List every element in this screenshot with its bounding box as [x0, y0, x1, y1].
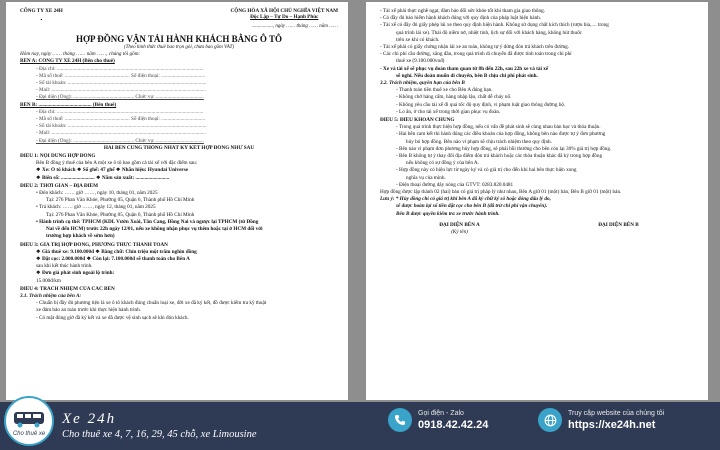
doc-line: 15.000đ/km [36, 277, 61, 284]
article-heading: ĐIỀU 2: THỜI GIAN – ĐỊA ĐIỂM [20, 182, 99, 189]
doc-line: nghĩa vụ của mình. [406, 174, 446, 181]
website-label: Truy cập website của chúng tôi [568, 409, 665, 417]
website-link[interactable]: https://xe24h.net [568, 418, 656, 431]
vehicle-spec-line: ❖ Biển số: .......................... ❖ Năm sản xuất: .......................... [36, 174, 170, 181]
company-name: CÔNG TY XE 24H [20, 8, 63, 14]
doc-line: sau khi kết thúc hành trình. [36, 263, 93, 270]
brand-name: Xe 24h [62, 411, 117, 427]
note-line: Bên B được quyền kiểm tra xe trước hành trình. [396, 210, 500, 217]
itinerary-line: trường hợp khách về sớm hơn) [46, 233, 115, 240]
party-b-heading: BÊN B: ......................................... (Bên thuê) [20, 101, 117, 108]
contract-page-1 [6, 2, 348, 400]
brand-tagline: Cho thuê xe 4, 7, 16, 29, 45 chỗ, xe Limousine [62, 429, 257, 440]
doc-line: - Không chở hàng cấm, hàng nhập lậu, chất dễ cháy nổ. [396, 94, 512, 101]
phone-label: Gọi điện - Zalo [418, 409, 464, 417]
doc-line: nếu không có sự đồng ý của bên A. [406, 160, 479, 167]
doc-line: - Thanh toán tiền thuê xe cho Bên A đúng hạn. [396, 87, 493, 94]
service-hours-line: sẽ nghỉ. Nếu đoàn muốn di chuyển, bên B chịu chi phí phát sinh. [396, 72, 538, 79]
doc-line: - Có mặt đúng giờ đã ký kết và xe đã được vệ sinh sạch sẽ khi đón khách. [36, 314, 189, 321]
service-hours-line: - Xe và tài xế sẽ phục vụ đoàn tham quan từ 8h đến 22h, sau 22h xe và tài xế [380, 65, 549, 72]
price-line: ❖ Đơn giá phát sinh ngoài lộ trình: [36, 270, 115, 277]
doc-line: - Có đầy đủ báo hiểm hành khách đúng với quy định của pháp luật hiện hành. [380, 15, 542, 22]
hotline-line: - Điện thoại đường dây nóng của GTVT: 0283.820.0481 [396, 181, 514, 188]
note-line: sẽ được hoàn lại số tiền đặt cọc cho bên B (đã trừ chi phí vận chuyển). [396, 203, 548, 210]
page-header [20, 8, 338, 21]
brand-logo[interactable] [4, 396, 54, 446]
phone-contact[interactable] [388, 408, 488, 432]
article-heading: ĐIỀU 4: TRÁCH NHIỆM CỦA CÁC BÊN [20, 285, 115, 292]
itinerary-line: Nai về đến HCM) trước 22h ngày 12/01, nếu xe không nhận phục vụ thêm hoặc tại ở HCM đối với [46, 226, 263, 233]
republic-heading: CỘNG HÒA XÃ HỘI CHỦ NGHĨA VIỆT NAM [230, 8, 338, 14]
price-line: ❖ Đặt cọc: 2.000.000đ ❖ Còn lại: 7.100.000đ sẽ thanh toán cho Bên A [36, 255, 190, 262]
doc-line: hủy bỏ hợp đồng. Bên nào vi phạm sẽ chịu trách nhiệm theo quy định. [406, 138, 552, 145]
party-a-heading: BÊN A: CÔNG TY XE 24H (Bên cho thuê) [20, 58, 115, 65]
doc-line: - Số tài khoản: ........................................................................................................... [36, 123, 207, 130]
doc-line: Hôm nay, ngày …… tháng …… năm ……, chúng tôi gồm: [20, 51, 141, 58]
note-line: Lưu ý: * Hủy đồng chỉ có giá trị khi bên A đã ký chữ ký số hoặc đóng dấu lý do, [380, 196, 551, 203]
phone-number[interactable]: 0918.42.42.24 [418, 418, 489, 431]
doc-line: - Bên B không tự ý thay đổi địa điểm đón trả khách hoặc các thỏa thuận khác đã ký trong hợp đồng [396, 153, 603, 160]
doc-line: Tại: 276 Phan Văn Khỏe, Phường 05, Quận 6, Thành phố Hồ Chí Minh [46, 211, 195, 218]
doc-line: - Mail: ....................................................................................................................... [36, 130, 206, 137]
phone-icon [388, 408, 412, 432]
doc-line: - Tài xế phải có giấy chứng nhận lái xe an toàn, không tự ý dừng đón trả khách trên đường. [380, 44, 570, 51]
price-line: ❖ Giá thuê xe: 9.100.000đ ❖ Bằng chữ: Chín triệu một trăm nghìn đồng [36, 248, 197, 255]
doc-line: trên xe khi có khách. [396, 36, 440, 43]
sign-party-b: ĐẠI DIỆN BÊN B [598, 221, 639, 228]
contract-subtitle: (Theo hình thức thuê bao trọn gói, chưa bao gồm VAT) [123, 45, 235, 51]
article-heading: ĐIỀU 3: GIÁ TRỊ HỢP ĐỒNG, PHƯƠNG THỨC THANH TOÁN [20, 241, 168, 248]
doc-line: - Tài xế phải thực nghề ngạt, đảm bảo đổi sức khỏe tốt khi tham gia giao thông. [380, 8, 546, 14]
doc-line: - Không yêu cầu tài xế đi quá tốc độ quy định, vi phạm luật giao thông đường bộ. [396, 101, 566, 108]
doc-line: - Các chi phí cầu đường, xăng dầu, trong quá trình di chuyển đã được tính toán trong chi phí [380, 51, 572, 58]
contract-page-2 [366, 2, 708, 400]
logo-text: Cho thuê xe [12, 431, 46, 437]
doc-line: • Trả khách: …… giờ ……, ngày 12, tháng 01, năm 2025 [36, 204, 156, 211]
date-line: ................., ngày …… tháng …… năm …… [251, 23, 338, 29]
article-heading: ĐIỀU 1: NỘI DUNG HỢP ĐỒNG [20, 153, 96, 160]
doc-line: - Địa chỉ: ................................................................................................................. [36, 65, 204, 72]
itinerary-line: • Hành trình cụ thể: TPHCM (KDL Vườn Xoài, Tân Cang, Đồng Nai và ngược lại TPHCM (từ Đồng [36, 218, 259, 225]
article-heading: ĐIỀU 5: ĐIỀU KHOẢN CHUNG [380, 117, 455, 124]
doc-line: - Tài xế có đầy đủ giấy phép lái xe theo quy định hiện hành. Không sử dụng chất kích thích (rượu bia,.... trong [380, 22, 609, 29]
agreement-heading: HAI BÊN CÙNG THỐNG NHẤT KÝ KẾT HỢP ĐỒNG NHƯ SAU [103, 144, 255, 151]
doc-line: - Đại diện (Ông): ............................................... Chức vụ: ..................................... [36, 137, 204, 144]
doc-line: - Trong quá trình thực hiện hợp đồng, nếu có vấn đề phát sinh sẽ cùng nhau bàn bạc và thỏa thuận. [396, 124, 601, 131]
vehicle-spec-line: ❖ Xe: Ô tô khách ❖ Số ghế: 47 ghế ❖ Nhãn hiệu: Hyundai Universe [36, 167, 189, 174]
doc-line: Hợp đồng được lập thành 02 (hai) bản có giá trị pháp lý như nhau, Bên A giữ 01 (một) bản, Bên B giữ 01 (một) bản. [380, 189, 622, 196]
doc-line: Bên B đồng ý thuê của bên A một xe ô tô bao gồm cả tài xế với đặc điểm sau: [36, 160, 198, 167]
doc-line: - Mail: ....................................................................................................................... [36, 87, 206, 94]
doc-line: - Số tài khoản: ........................................................................................................... [36, 80, 207, 87]
sign-party-a: ĐẠI DIỆN BÊN A [439, 221, 480, 228]
doc-line: • Đón khách: …… giờ ……, ngày 10, tháng 01, năm 2025 [36, 190, 158, 197]
doc-line: - Địa chỉ: ................................................................................................................. [36, 108, 204, 115]
sub-heading: 3.1. Trách nhiệm của bên A: [20, 292, 82, 299]
doc-line: - Bên nào vi phạm đơn phương hủy hợp đồng, sẽ phải bồi thường cho bên còn lại 30% giá trị hợp đồng. [396, 145, 612, 152]
doc-line: quá trình lái xe). Thái độ niềm nở, nhiệt tình, lịch sự đối với khách hàng, không hút thuốc [396, 29, 582, 36]
sub-heading: 3.2. Trách nhiệm, quyền hạn của bên B [380, 80, 465, 87]
contract-title: HỢP ĐỒNG VẬN TẢI HÀNH KHÁCH BẰNG Ô TÔ [75, 34, 283, 45]
signature-block [380, 222, 698, 236]
doc-line: - Hợp đồng này có hiệu lực từ ngày ký và có giá trị cho đến khi hai bên thực hiện xong [396, 167, 577, 174]
doc-line: - Lo ăn, ở cho tài xế trong thời gian phục vụ đoàn. [396, 108, 501, 115]
sign-party-a-note: (Ký tên) [451, 229, 468, 236]
bus-logo-icon [6, 398, 52, 444]
doc-line: - Đại diện (Ông): ............................................... Chức vụ: ..................................... [36, 94, 204, 101]
globe-icon [538, 408, 562, 432]
doc-line: - Mã số thuế: .................................................. Số điện thoại: .................................. [36, 116, 206, 123]
doc-line: - Mã số thuế: .................................................. Số điện thoại: .................................. [36, 72, 206, 79]
website-contact[interactable] [538, 408, 664, 432]
doc-line: Tại: 276 Phan Văn Khỏe, Phường 05, Quận 6, Thành phố Hồ Chí Minh [46, 197, 195, 204]
brand-block [62, 411, 257, 441]
doc-line: thuê xe (9.100.000vnđ) [396, 58, 445, 65]
doc-line: - Hai bên cam kết thi hành đúng các điều khoản của hợp đồng, không bên nào được tự ý đơn phương [396, 131, 606, 138]
motto: Độc Lập – Tự Do – Hạnh Phúc [250, 14, 319, 21]
doc-line: - Chuẩn bị đầy đủ phương tiện là xe ô tô khách đúng chuẩn loại xe, đời xe đã ký kết, đồ được kiểm tra kỹ thuật [36, 300, 267, 307]
doc-line: xe đảm bảo an toàn trước khi thực hiện hành trình. [36, 307, 142, 314]
